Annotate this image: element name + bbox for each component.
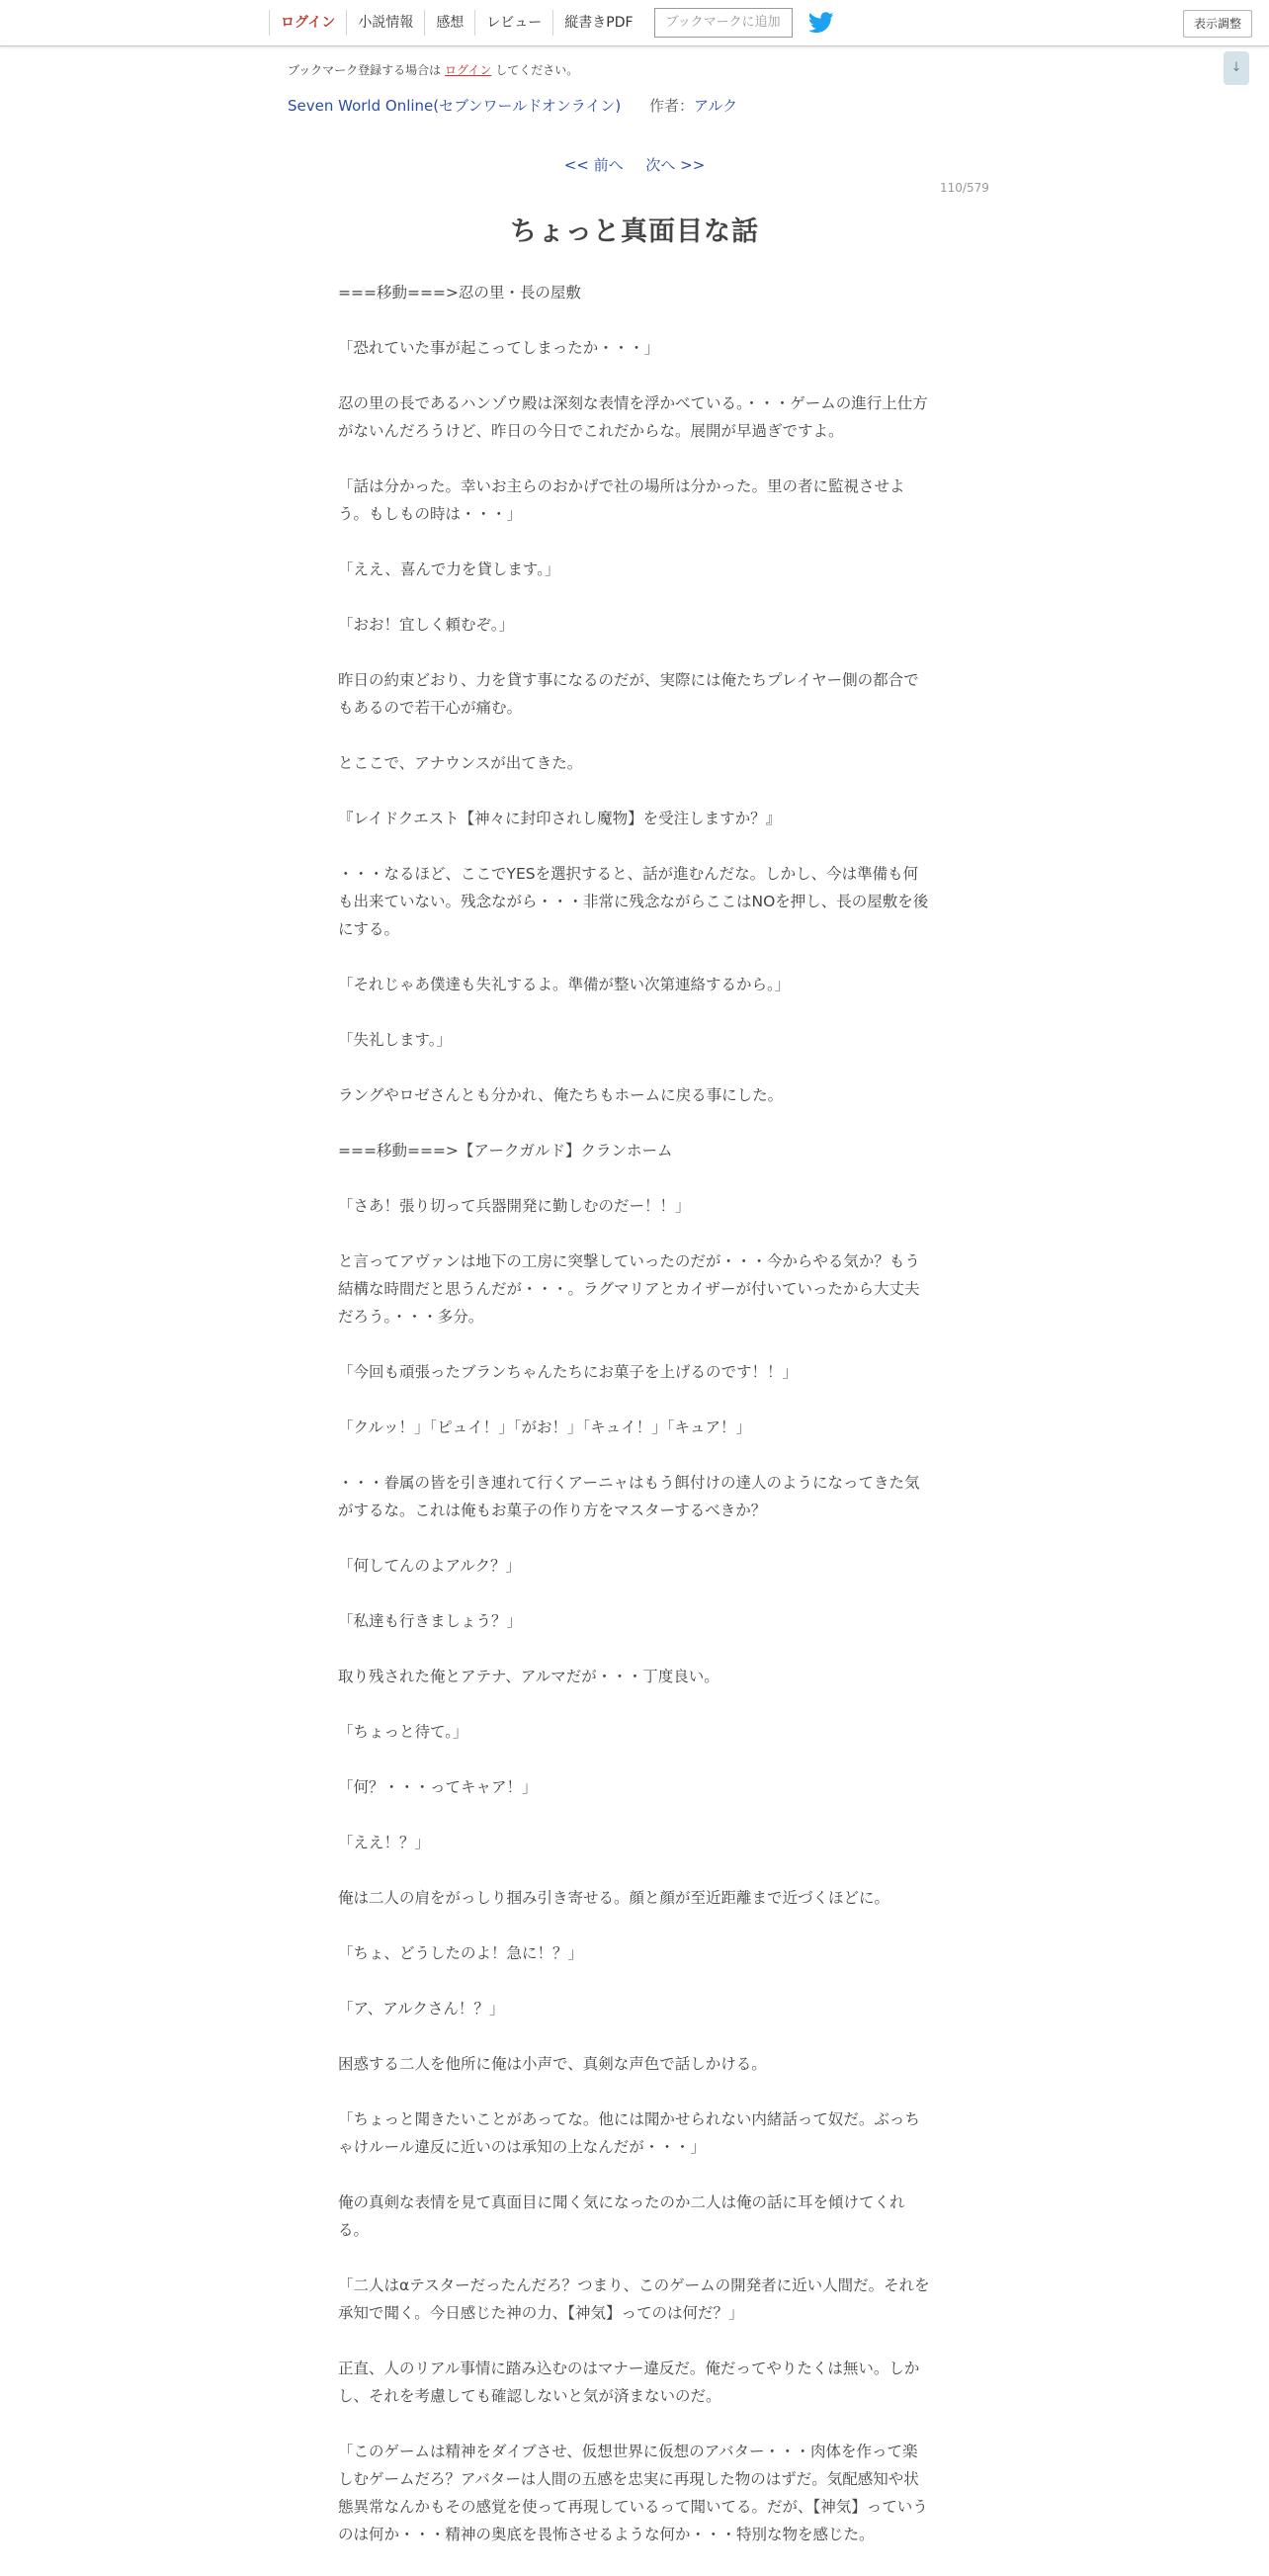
novel-paragraph: 「話は分かった。幸いお主らのおかげで社の場所は分かった。里の者に監視させよう。もしもの時は・・・」 xyxy=(338,477,905,523)
novel-paragraph: ・・・なるほど、ここでYESを選択すると、話が進むんだな。しかし、今は準備も何も出来ていない。残念ながら・・・非常に残念ながらここはNOを押し、長の屋敷を後にする。 xyxy=(338,865,929,938)
novel-paragraph: 「何してんのよアルク？」 xyxy=(338,1557,522,1575)
novel-paragraph: とここで、アナウンスが出てきた。 xyxy=(338,754,583,772)
episode-pager xyxy=(0,154,1269,175)
top-nav-bar xyxy=(0,0,1269,46)
novel-paragraph: 「おお！宜しく頼むぞ。」 xyxy=(338,616,514,634)
novel-paragraph: 「さあ！張り切って兵器開発に勤しむのだー！！」 xyxy=(338,1197,691,1215)
novel-body xyxy=(338,279,931,2576)
add-bookmark-button[interactable]: ブックマークに追加 xyxy=(654,8,793,38)
author-label: 作者： xyxy=(648,97,694,115)
series-title-link[interactable]: Seven World Online(セブンワールドオンライン) xyxy=(288,97,622,115)
novel-paragraph: 「私達も行きましょう？」 xyxy=(338,1612,523,1630)
novel-paragraph: 「ちょっと待て。」 xyxy=(338,1723,468,1741)
bookmark-login-note xyxy=(288,61,578,78)
next-episode-link[interactable]: 次へ >> xyxy=(645,156,706,174)
novel-paragraph: と言ってアヴァンは地下の工房に突撃していったのだが・・・今からやる気か？もう結構な時間だと思うんだが・・・。ラグマリアとカイザーが付いていったから大丈夫だろう。・・・多分。 xyxy=(338,1252,920,1326)
episode-counter: 110/579 xyxy=(940,181,989,195)
novel-paragraph: 正直、人のリアル事情に踏み込むのはマナー違反だ。俺だってやりたくは無い。しかし、それを考慮しても確認しないと気が済まないのだ。 xyxy=(338,2360,920,2405)
novel-paragraph: 「何？・・・ってキャア！」 xyxy=(338,1778,538,1796)
novel-paragraph: 「今回も頑張ったブランちゃんたちにお菓子を上げるのです！！」 xyxy=(338,1363,799,1381)
novel-paragraph: ===移動===>【アークガルド】クランホーム xyxy=(338,1142,673,1159)
nav-review-link[interactable]: レビュー xyxy=(474,10,552,36)
display-settings-button[interactable]: 表示調整 xyxy=(1183,10,1252,38)
novel-paragraph: 忍の里の長であるハンゾウ殿は深刻な表情を浮かべている。・・・ゲームの進行上仕方がないんだろうけど、昨日の今日でこれだからな。展開が早過ぎですよ。 xyxy=(338,394,928,440)
bookmark-note-prefix: ブックマーク登録する場合は xyxy=(288,63,442,77)
nav-menu xyxy=(269,0,834,45)
novel-paragraph: 「ア、アルクさん！？」 xyxy=(338,2000,505,2018)
novel-paragraph: 「クルッ！」「ピュイ！」「がお！」「キュイ！」「キュア！」 xyxy=(338,1418,752,1436)
novel-paragraph: 俺は二人の肩をがっしり掴み引き寄せる。顔と顔が至近距離まで近づくほどに。 xyxy=(338,1889,890,1907)
novel-paragraph: 「ちょ、どうしたのよ！急に！？」 xyxy=(338,1944,584,1962)
novel-paragraph: 「それじゃあ僕達も失礼するよ。準備が整い次第連絡するから。」 xyxy=(338,976,791,993)
bookmark-note-login-link[interactable]: ログイン xyxy=(445,63,492,77)
novel-paragraph: 「ちょっと聞きたいことがあってな。他には聞かせられない内緒話って奴だ。ぶっちゃけルール違反に近いのは承知の上なんだが・・・」 xyxy=(338,2110,920,2156)
novel-paragraph: 「ええ！？」 xyxy=(338,1834,431,1851)
nav-login-link[interactable]: ログイン xyxy=(269,10,346,36)
novel-paragraph: 「このゲームは精神をダイブさせ、仮想世界に仮想のアバター・・・肉体を作って楽しむゲームだろ？アバターは人間の五感を忠実に再現した物のはずだ。気配感知や状態異常なんかもその感覚を使って再現しているって聞いてる。だが、【神気】っていうのは何か・・・精神の奥底を畏怖させるような何か・・・特別な物を感じた。 xyxy=(338,2443,928,2543)
novel-paragraph: 昨日の約束どおり、力を貸す事になるのだが、実際には俺たちプレイヤー側の都合でもあるので若干心が痛む。 xyxy=(338,671,919,717)
novel-paragraph: 「二人はαテスターだったんだろ？つまり、このゲームの開発者に近い人間だ。それを承知で聞く。今日感じた神の力、【神気】ってのは何だ？」 xyxy=(338,2276,930,2322)
novel-paragraph: 俺の真剣な表情を見て真面目に聞く気になったのか二人は俺の話に耳を傾けてくれる。 xyxy=(338,2193,905,2239)
novel-paragraph: 「恐れていた事が起こってしまったか・・・」 xyxy=(338,339,660,357)
novel-paragraph: ・・・眷属の皆を引き連れて行くアーニャはもう餌付けの達人のようになってきた気がするな。これは俺もお菓子の作り方をマスターするべきか？ xyxy=(338,1474,920,1519)
prev-episode-link[interactable]: << 前へ xyxy=(563,156,624,174)
chapter-title: ちょっと真面目な話 xyxy=(510,216,759,247)
nav-vertical-pdf-link[interactable]: 縦書きPDF xyxy=(552,10,643,36)
novel-paragraph: ===移動===>忍の里・長の屋敷 xyxy=(338,284,581,301)
novel-paragraph: 「ええ、喜んで力を貸します。」 xyxy=(338,560,560,578)
nav-novel-info-link[interactable]: 小説情報 xyxy=(346,10,424,36)
novel-paragraph: 『レイドクエスト【神々に封印されし魔物】を受注しますか？』 xyxy=(338,810,782,827)
author-link[interactable]: アルク xyxy=(693,97,738,115)
twitter-bird-icon[interactable] xyxy=(808,12,834,34)
novel-paragraph: ラングやロゼさんとも分かれ、俺たちもホームに戻る事にした。 xyxy=(338,1086,784,1104)
series-info xyxy=(288,95,737,116)
bookmark-note-suffix: してください。 xyxy=(495,63,579,77)
nav-impressions-link[interactable]: 感想 xyxy=(424,10,474,36)
novel-paragraph: 取り残された俺とアテナ、アルマだが・・・丁度良い。 xyxy=(338,1668,719,1685)
novel-paragraph: 「失礼します。」 xyxy=(338,1031,453,1049)
novel-paragraph: 困惑する二人を他所に俺は小声で、真剣な声色で話しかける。 xyxy=(338,2055,767,2073)
scroll-down-icon[interactable]: ↓ xyxy=(1224,51,1249,85)
